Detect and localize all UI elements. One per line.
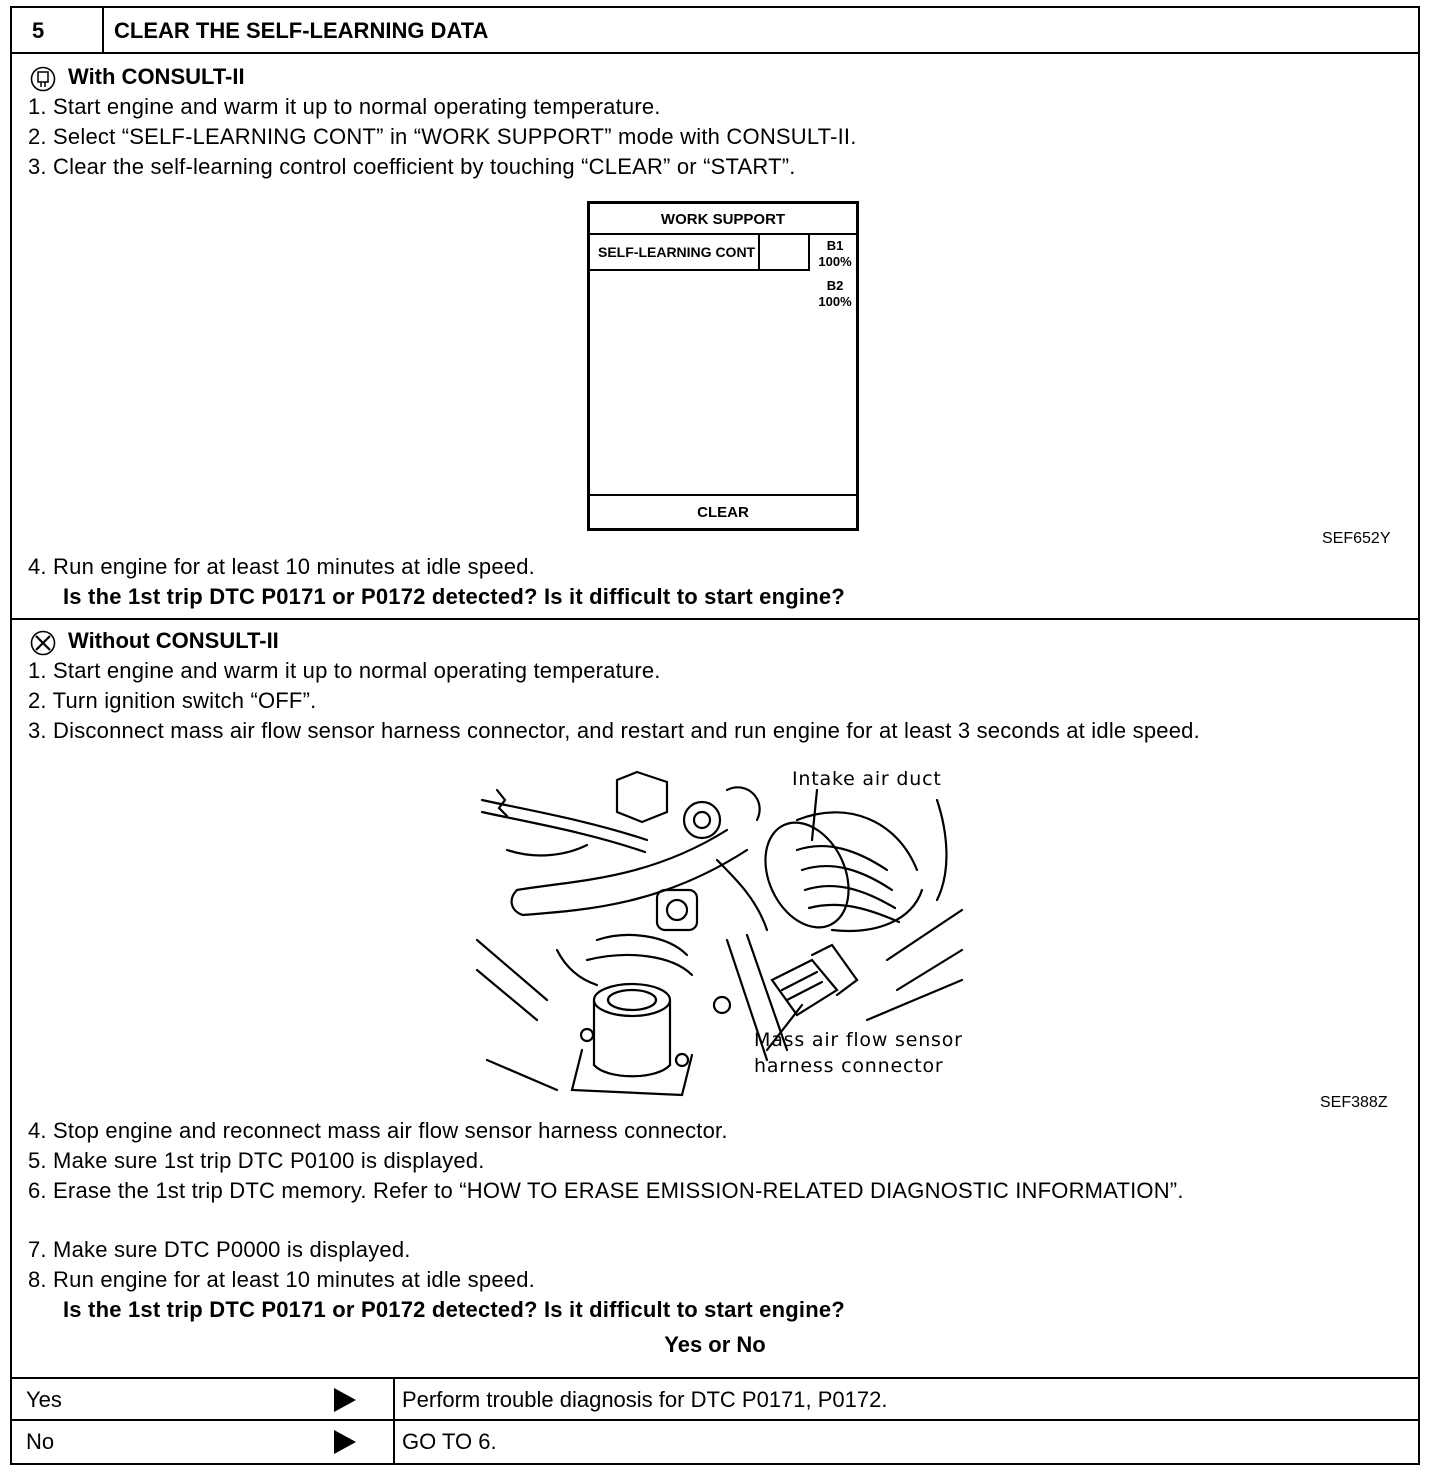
b1-value: 100%	[818, 254, 852, 269]
work-support-title: WORK SUPPORT	[590, 204, 856, 235]
answer-yes-label: Yes	[26, 1387, 62, 1412]
without-consult-step-8: 8. Run engine for at least 10 minutes at idle speed.	[28, 1267, 535, 1292]
without-consult-step-7: 7. Make sure DTC P0000 is displayed.	[28, 1237, 411, 1262]
answer-row-no	[12, 1419, 1418, 1465]
without-consult-step-2: 2. Turn ignition switch “OFF”.	[28, 688, 317, 713]
b2-label: B2	[826, 278, 844, 293]
step-number: 5	[12, 8, 104, 52]
procedure-frame	[10, 6, 1420, 1465]
arrow-right-icon	[334, 1430, 356, 1454]
with-consult-heading: With CONSULT-II	[68, 64, 245, 89]
consult-plug-icon	[30, 66, 56, 92]
figure-code-sef388z: SEF388Z	[1320, 1094, 1388, 1111]
self-learning-cont-value-box	[760, 235, 810, 271]
b1-label: B1	[826, 238, 844, 253]
column-divider	[393, 1379, 395, 1419]
with-consult-question: Is the 1st trip DTC P0171 or P0172 detected? Is it difficult to start engine?	[63, 584, 845, 609]
column-divider	[393, 1421, 395, 1465]
yes-or-no-heading: Yes or No	[664, 1332, 766, 1357]
without-consult-step-4: 4. Stop engine and reconnect mass air flow sensor harness connector.	[28, 1118, 728, 1143]
maf-sensor-label-line2: harness connector	[754, 1055, 944, 1077]
self-learning-cont-item: SELF-LEARNING CONT	[590, 235, 760, 271]
without-consult-question: Is the 1st trip DTC P0171 or P0172 detected? Is it difficult to start engine?	[63, 1297, 845, 1322]
arrow-right-icon	[334, 1388, 356, 1412]
without-consult-heading: Without CONSULT-II	[68, 628, 279, 653]
answer-row-yes	[12, 1377, 1418, 1419]
step-title: CLEAR THE SELF-LEARNING DATA	[114, 18, 489, 43]
with-consult-step-2: 2. Select “SELF-LEARNING CONT” in “WORK SUPPORT” mode with CONSULT-II.	[28, 124, 857, 149]
answer-yes-action: Perform trouble diagnosis for DTC P0171, P0172.	[402, 1387, 888, 1412]
maf-sensor-label-line1: Mass air flow sensor	[754, 1029, 963, 1051]
with-consult-step-4: 4. Run engine for at least 10 minutes at idle speed.	[28, 554, 535, 579]
intake-air-duct-label: Intake air duct	[792, 768, 942, 790]
without-consult-step-3: 3. Disconnect mass air flow sensor harness connector, and restart and run engine for at least 3 seconds at idle speed.	[28, 718, 1200, 743]
with-consult-step-1: 1. Start engine and warm it up to normal operating temperature.	[28, 94, 661, 119]
with-consult-step-3: 3. Clear the self-learning control coefficient by touching “CLEAR” or “START”.	[28, 154, 796, 179]
without-consult-step-1: 1. Start engine and warm it up to normal operating temperature.	[28, 658, 661, 683]
clear-button: CLEAR	[590, 494, 856, 528]
without-consult-step-5: 5. Make sure 1st trip DTC P0100 is displayed.	[28, 1148, 485, 1173]
step-header	[12, 8, 1418, 54]
b2-value: 100%	[818, 294, 852, 309]
answer-no-action: GO TO 6.	[402, 1429, 497, 1454]
without-consult-step-6: 6. Erase the 1st trip DTC memory. Refer to “HOW TO ERASE EMISSION-RELATED DIAGNOSTIC INFORMATION”.	[28, 1178, 1184, 1203]
figure-code-sef652y: SEF652Y	[1322, 530, 1391, 547]
work-support-screen	[587, 201, 859, 531]
answer-no-label: No	[26, 1429, 55, 1454]
section-divider	[12, 618, 1418, 620]
no-tools-icon	[30, 630, 56, 656]
